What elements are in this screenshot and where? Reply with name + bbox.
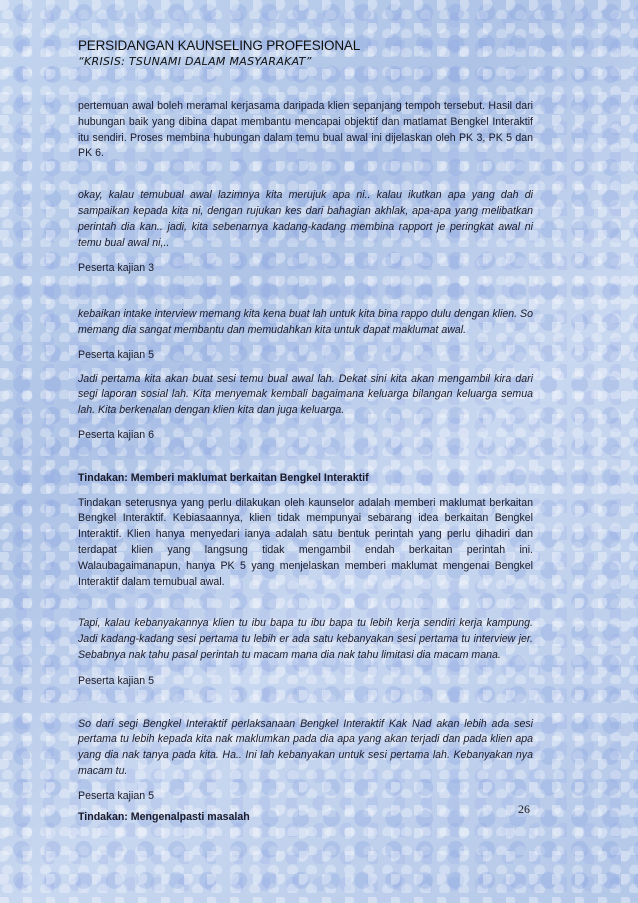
participant-label: Peserta kajian 5 — [78, 789, 154, 802]
interview-quote: So dari segi Bengkel Interaktif perlaksanaan Bengkel Interaktif Kak Nad akan lebih ada sesi pertama tu lebih kepada kita nak maklumkan pada dia apa yang akan terjadi dan pada klien apa yang dia nak tanya pada kita. Ha.. Ini lah kebanyakan untuk sesi pertama lah. Kebanyakan nya macam tu. — [78, 717, 533, 777]
body-text — [78, 99, 533, 825]
interview-quote: Jadi pertama kita akan buat sesi temu bual awal lah. Dekat sini kita akan mengambil kira dari segi laporan sosial lah. Kita menyemak kembali bagaimana keluarga bilangan keluarga semua lah. Kita berkenalan dengan klien kita dan juga keluarga. — [78, 372, 533, 417]
paragraph: Tindakan seterusnya yang perlu dilakukan oleh kaunselor adalah memberi maklumat berkaitan Bengkel Interaktif. Kebiasaannya, klien tidak mempunyai sebarang idea berkaitan Bengkel Interaktif. Klien hanya menyedari ianya adalah satu bentuk perintah yang perlu dihadiri dan terdapat klien yang langsung tidak mengambil endah berkaitan perintah ini. Walaubagaimanapun, hanya PK 5 yang menjelaskan memberi maklumat mengenai Bengkel Interaktif dalam temubual awal. — [78, 496, 533, 588]
interview-quote: kebaikan intake interview memang kita kena buat lah untuk kita bina rappo dulu dengan klien. So memang dia sangat membantu dan memudahkan kita untuk dapat maklumat awal. — [78, 308, 533, 336]
participant-label: Peserta kajian 5 — [78, 348, 154, 361]
participant-label: Peserta kajian 5 — [78, 674, 154, 687]
conference-title: PERSIDANGAN KAUNSELING PROFESIONAL — [78, 38, 361, 53]
participant-label: Peserta kajian 6 — [78, 428, 154, 441]
paragraph: pertemuan awal boleh meramal kerjasama daripada klien sepanjang tempoh tersebut. Hasil dari hubungan baik yang dibina dapat membantu mencapai objektif dan matlamat Bengkel Interaktif itu sendiri. Proses membina hubungan dalam temu bual awal ini dijelaskan oleh PK 3, PK 5 dan PK 6. — [78, 100, 533, 160]
page-number: 26 — [518, 802, 530, 816]
section-heading: Tindakan: Memberi maklumat berkaitan Bengkel Interaktif — [78, 471, 369, 484]
interview-quote: Tapi, kalau kebanyakannya klien tu ibu bapa tu ibu bapa tu lebih kerja sendiri kerja kampung. Jadi kadang-kadang sesi pertama tu lebih er ada satu kebanyakan sesi pertama tu interview jer. Sebabnya nak tahu pasal perintah tu macam mana dia nak tahu limitasi dia macam mana. — [78, 617, 533, 661]
conference-theme: “KRISIS: TSUNAMI DALAM MASYARAKAT” — [78, 55, 312, 68]
page-header — [78, 38, 360, 68]
participant-label: Peserta kajian 3 — [78, 262, 154, 275]
section-heading: Tindakan: Mengenalpasti masalah — [78, 810, 250, 823]
interview-quote: okay, kalau temubual awal lazimnya kita merujuk apa ni.. kalau ikutkan apa yang dah di sampaikan kepada kita ni, dengan rujukan kes dari bahagian akhlak, apa-apa yang melibatkan perintah dia kan.. jadi, kita sebenarnya kadang-kadang membina rapport je peringkat awal ni temu bual awal ni,.. — [78, 189, 533, 249]
